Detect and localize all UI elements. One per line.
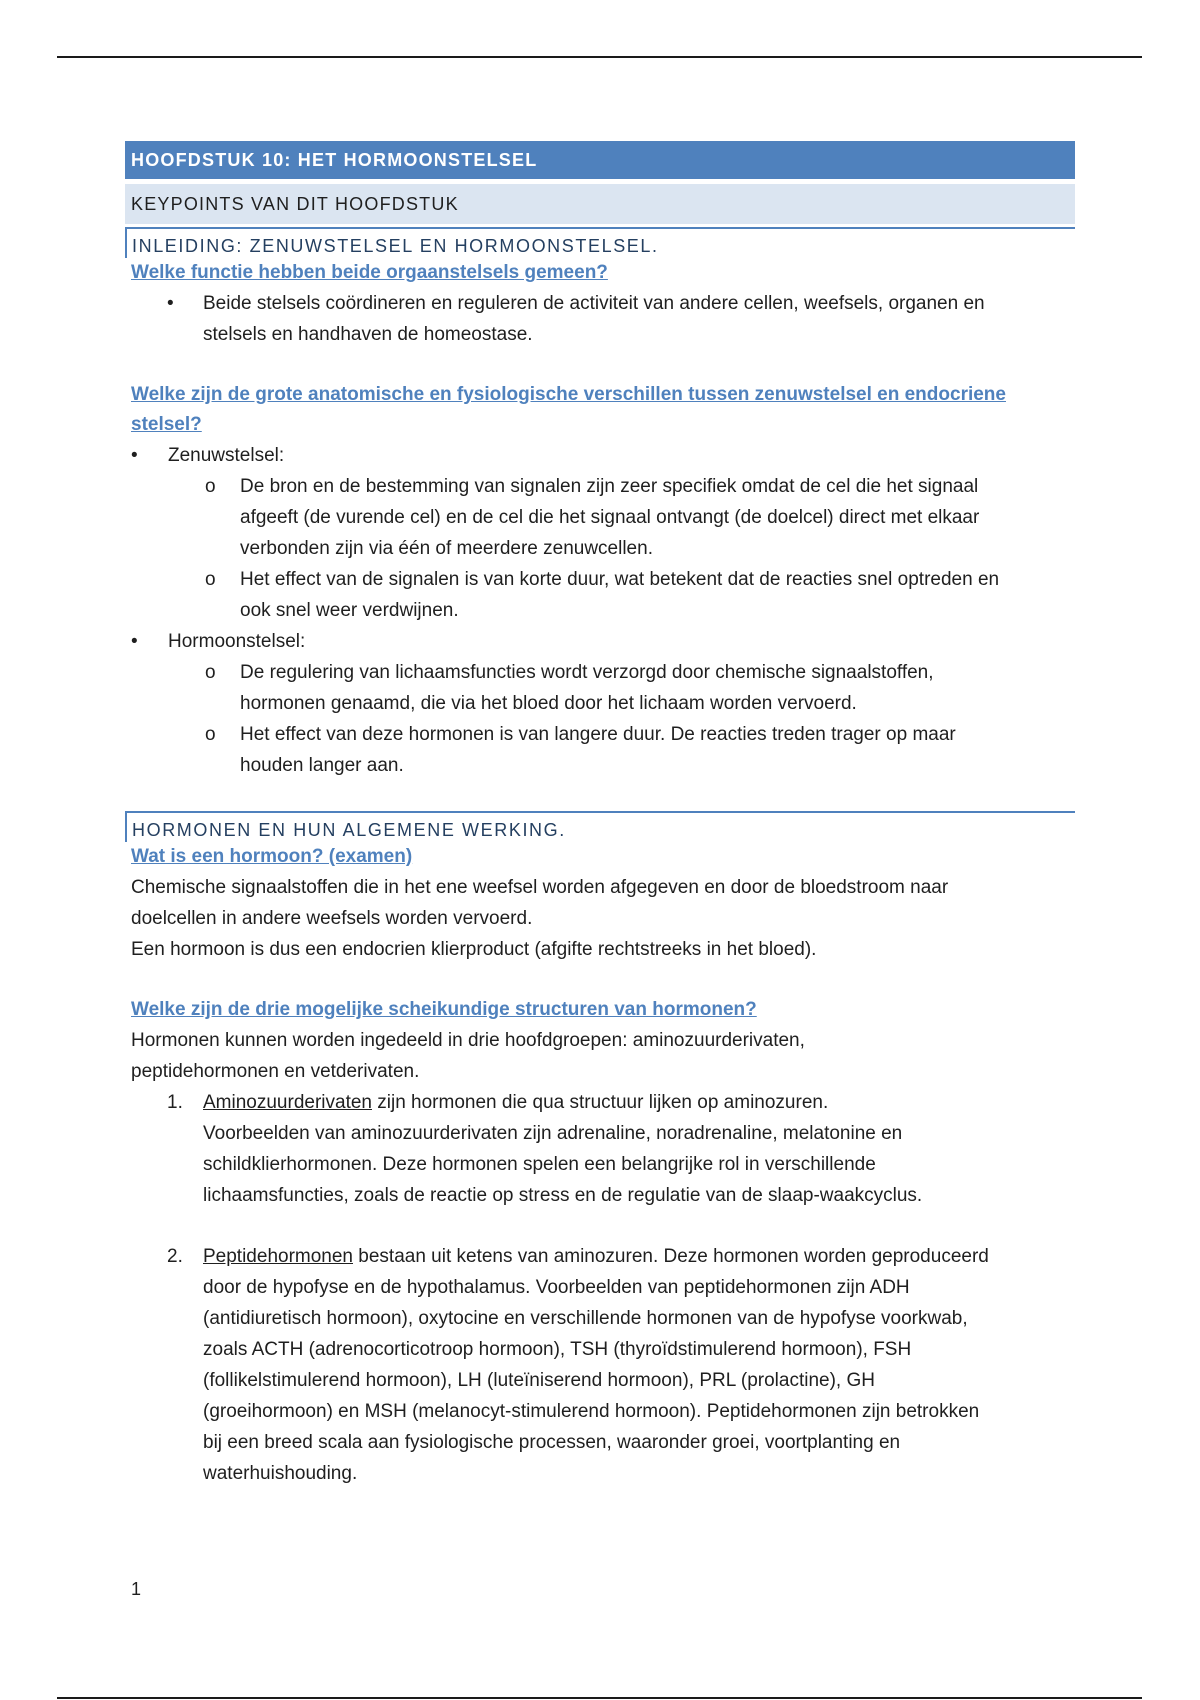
intro-line: Hormonen kunnen worden ingedeeld in drie hoofdgroepen: aminozuurderivaten, — [131, 1030, 805, 1051]
circle-bullet-icon: o — [205, 569, 216, 590]
page-number: 1 — [131, 1579, 142, 1599]
answer-line: Chemische signaalstoffen die in het ene weefsel worden afgegeven en door de bloedstroom naar — [131, 877, 949, 898]
bullet-item-nerve: • Zenuwstelsel: — [125, 440, 1075, 471]
answer-line: Een hormoon is dus een endocrien klierproduct (afgifte rechtstreeks in het bloed). — [131, 939, 817, 960]
keypoints-heading: KEYPOINTS VAN DIT HOOFDSTUK — [125, 184, 1075, 224]
question-what-is-hormone: Wat is een hormoon? (examen) — [131, 846, 413, 867]
section-heading-hormonen: HORMONEN EN HUN ALGEMENE WERKING. — [125, 811, 1075, 842]
bullet-icon: • — [167, 293, 174, 314]
header-rule — [57, 56, 1142, 58]
sub-bullet-item: o Het effect van deze hormonen is van langere duur. De reacties treden trager op maar houden langer aan. — [125, 719, 1075, 781]
numbered-item-1: 1. Aminozuurderivaten zijn hormonen die qua structuur lijken op aminozuren. Voorbeelden van aminozuurderivaten zijn adrenaline, noradrenaline, melatonine en schildklierhormonen. Deze hormonen spelen een belangrijke rol in verschillende lichaamsfuncties, zoals de reactie op stress en de regulatie van de slaap-waakcyclus. — [167, 1092, 923, 1206]
question-structures: Welke zijn de drie mogelijke scheikundige structuren van hormonen? — [131, 999, 757, 1020]
bullet-item-hormone: • Hormoonstelsel: — [125, 626, 1075, 657]
sub-bullet-item: o Het effect van de signalen is van korte duur, wat betekent dat de reacties snel optreden en ook snel weer verdwijnen. — [125, 564, 1075, 626]
term-aminozuurderivaten: Aminozuurderivaten — [203, 1092, 372, 1113]
section-heading-inleiding: INLEIDING: ZENUWSTELSEL EN HORMOONSTELSEL. — [125, 227, 1075, 258]
intro-line: peptidehormonen en vetderivaten. — [131, 1061, 420, 1082]
bullet-icon: • — [131, 631, 138, 652]
sub-bullet-item: o De bron en de bestemming van signalen zijn zeer specifiek omdat de cel die het signaal afgeeft (de vurende cel) en de cel die het signaal ontvangt (de doelcel) direct met elkaar verbonden zijn via één of meerdere zenuwcellen. — [125, 471, 1075, 564]
answer-line: doelcellen in andere weefsels worden vervoerd. — [131, 908, 533, 929]
term-peptidehormonen: Peptidehormonen — [203, 1246, 353, 1267]
sub-bullet-item: o De regulering van lichaamsfuncties wordt verzorgd door chemische signaalstoffen, hormonen genaamd, die via het bloed door het lichaam worden vervoerd. — [125, 657, 1075, 719]
document-body — [125, 141, 1075, 1489]
circle-bullet-icon: o — [205, 476, 216, 497]
circle-bullet-icon: o — [205, 724, 216, 745]
bullet-icon: • — [131, 445, 138, 466]
chapter-title: HOOFDSTUK 10: HET HORMOONSTELSEL — [125, 141, 1075, 179]
footer-rule — [57, 1697, 1142, 1699]
bullet-item: • Beide stelsels coördineren en reguleren de activiteit van andere cellen, weefsels, organen en stelsels en handhaven de homeostase. — [125, 288, 1075, 350]
question-function: Welke functie hebben beide orgaanstelsels gemeen? — [131, 262, 608, 283]
question-differences: Welke zijn de grote anatomische en fysiologische verschillen tussen zenuwstelsel en endocriene stelsel? — [131, 384, 1006, 435]
numbered-item-2: 2. Peptidehormonen bestaan uit ketens van aminozuren. Deze hormonen worden geproduceerd door de hypofyse en de hypothalamus. Voorbeelden van peptidehormonen zijn ADH (antidiuretisch hormoon), oxytocine en verschillende hormonen van de hypofyse voorkwab, zoals ACTH (adrenocorticotroop hormoon), TSH (thyroïdstimulerend hormoon), FSH (follikelstimulerend hormoon), LH (luteïniserend hormoon), PRL (prolactine), GH (groeihormoon) en MSH (melanocyt-stimulerend hormoon). Peptidehormonen zijn betrokken bij een breed scala aan fysiologische processen, waaronder groei, voortplanting en waterhuishouding. — [167, 1246, 989, 1484]
circle-bullet-icon: o — [205, 662, 216, 683]
